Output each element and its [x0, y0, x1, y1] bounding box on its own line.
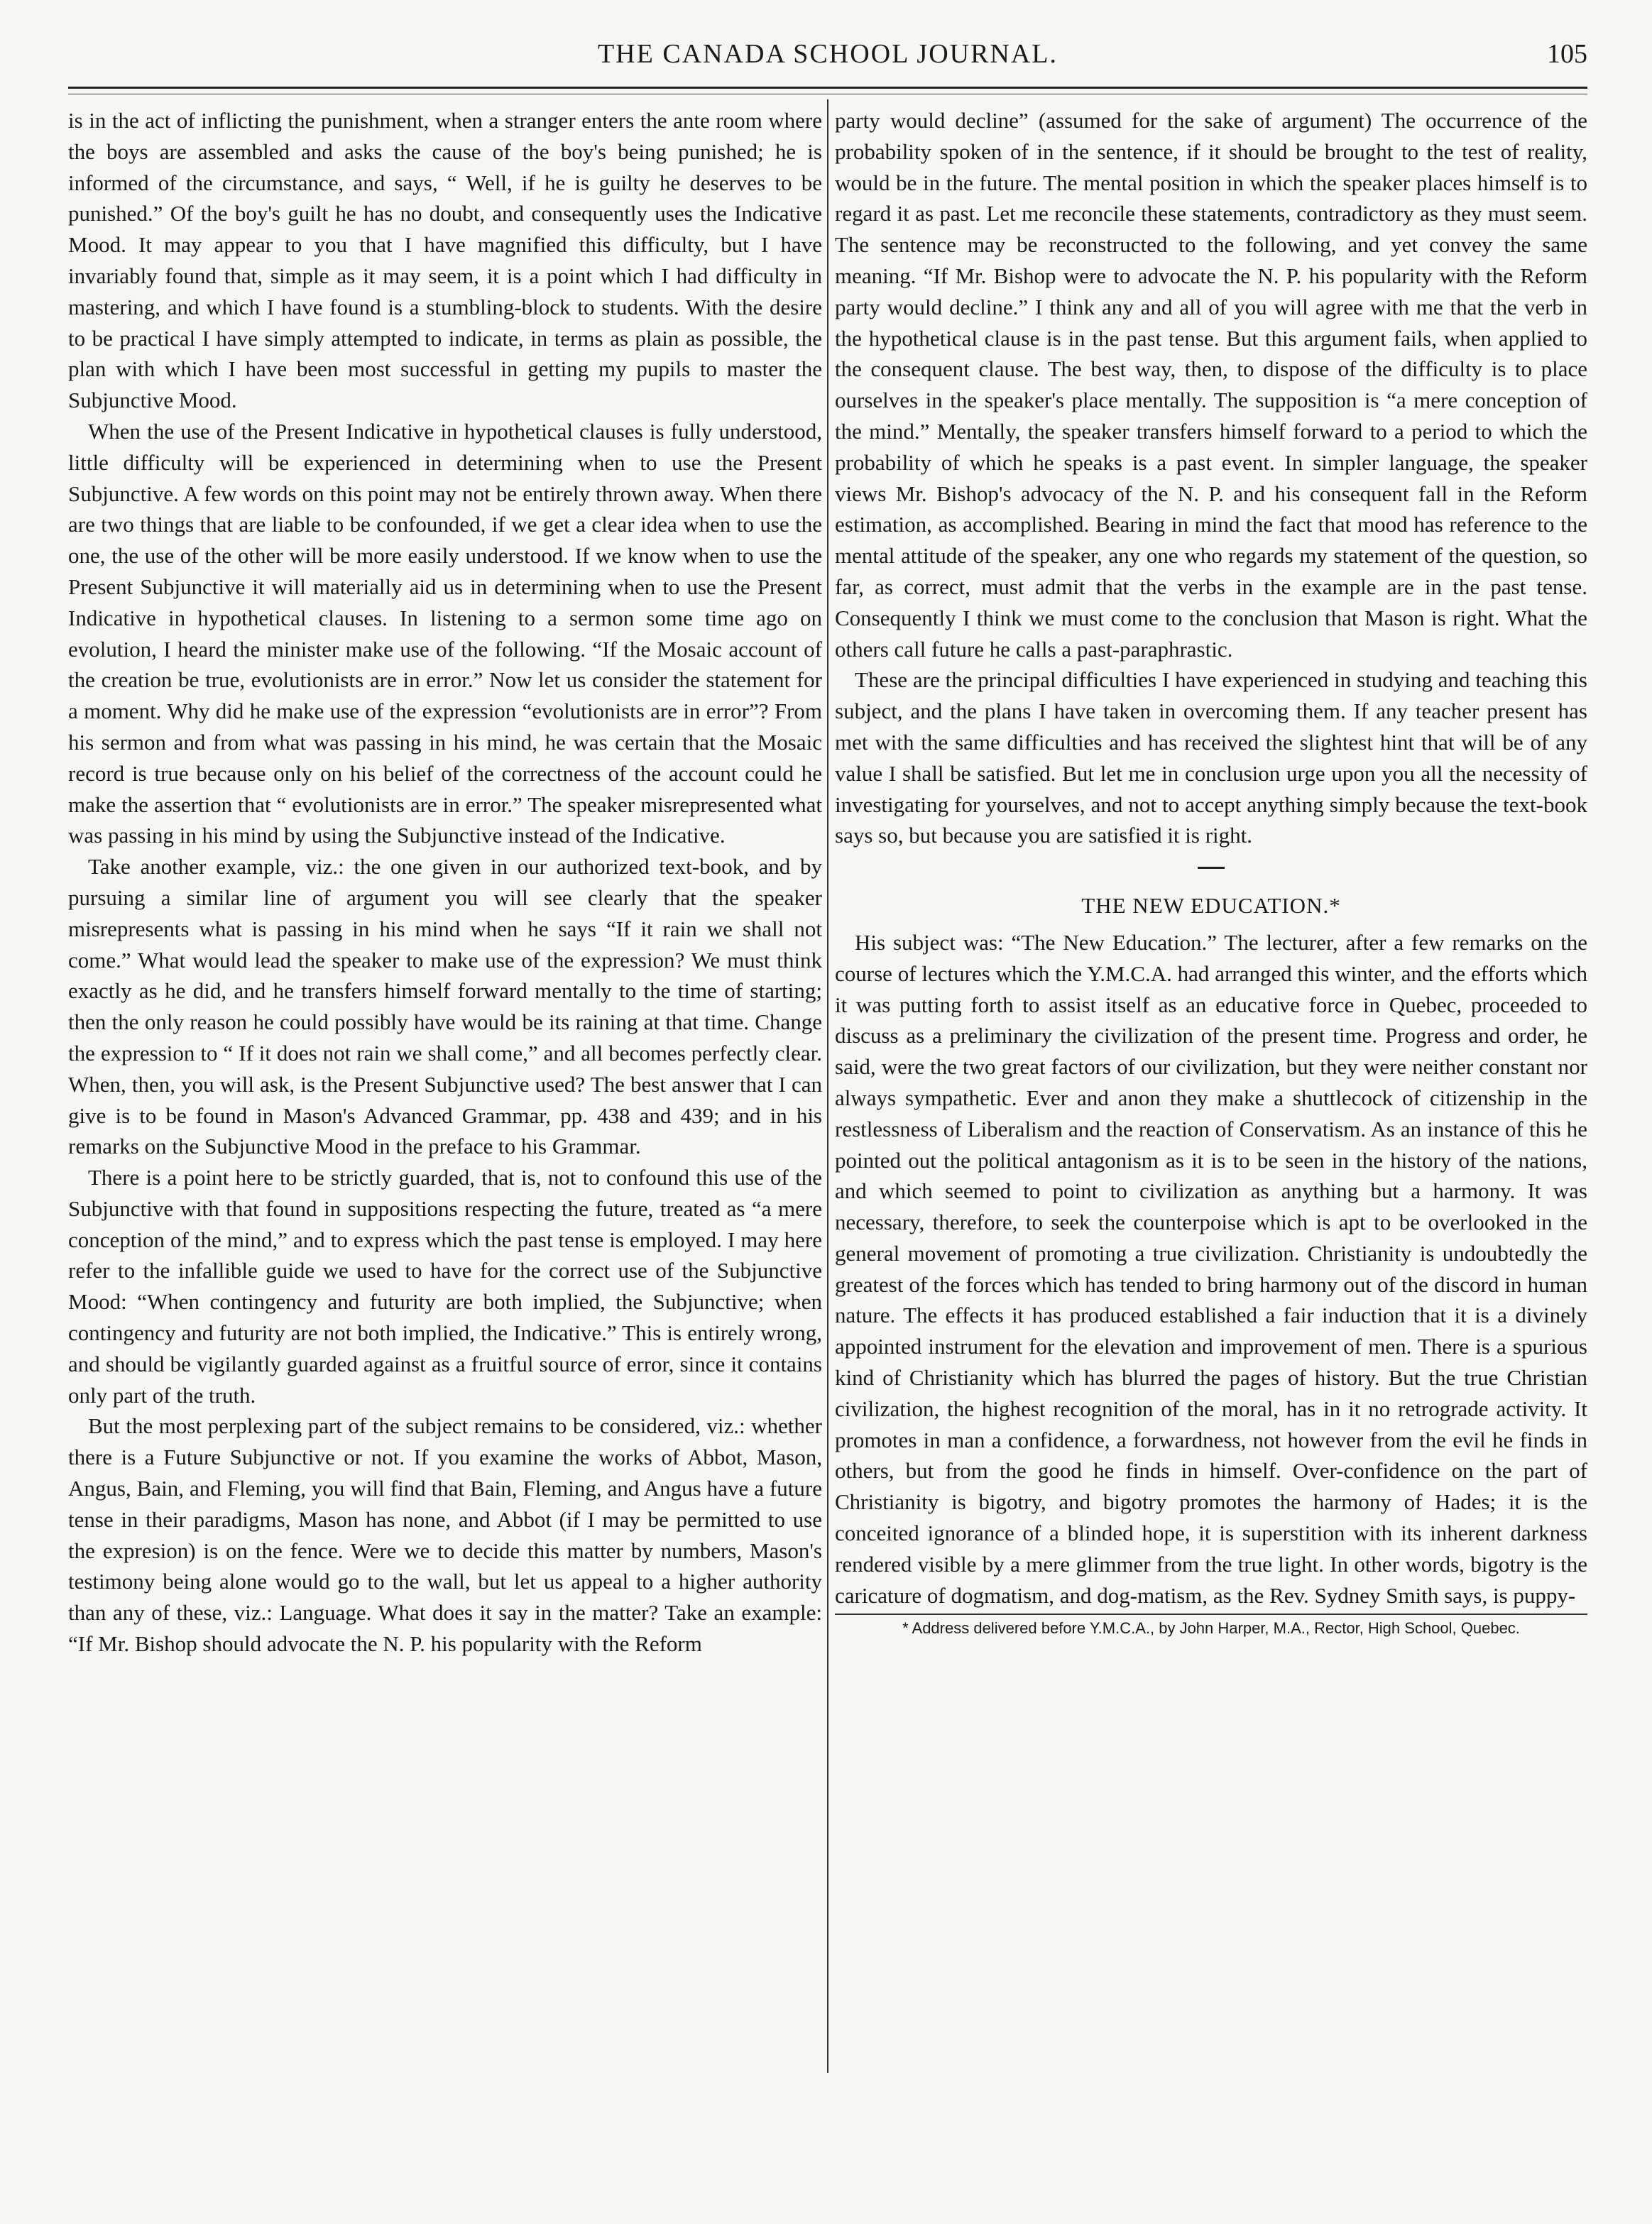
footnote-rule — [835, 1614, 1587, 1615]
journal-title: THE CANADA SCHOOL JOURNAL. — [597, 39, 1059, 69]
footnote: * Address delivered before Y.M.C.A., by John Harper, M.A., Rector, High School, Quebec. — [902, 1619, 1520, 1638]
section-divider — [1198, 867, 1225, 869]
left-paragraph-2: When the use of the Present Indicative in hypothetical clauses is fully understood, little difficulty will be experienced in determining when to use the Present Subjunctive. A few words on this point may not be entirely thrown away. When there are two things that are liable to be confounded, if we get a clear idea when to use the one, the use of the other will be more easily understood. If we know when to use the Present Subjunctive it will materially aid us in determining when to use the Present Indicative in hypothetical clauses. In listening to a sermon some time ago on evolution, I heard the minister make use of the following. “If the Mosaic account of the creation be true, evolutionists are in error.” Now let us consider the statement for a moment. Why did he make use of the expression “evolutionists are in error”? From his sermon and from what was passing in his mind, he was certain that the Mosaic record is true because only on his belief of the correctness of the account could he make the assertion that “ evolutionists are in error.” The speaker misrepresented what was passing in his mind by using the Subjunctive instead of the Indicative. — [68, 418, 822, 848]
left-paragraph-4: There is a point here to be strictly guarded, that is, not to confound this use of the Subjunctive with that found in suppositions respecting the future, treated as “a mere conception of the mind,” and to express which the past tense is employed. I may here refer to the infallible guide we used to have for the correct use of the Subjunctive Mood: “When contingency and futurity are both implied, the Subjunctive; when contingency and futurity are not both implied, the Indicative.” This is entirely wrong, and should be vigilantly guarded against as a fruitful source of error, since it contains only part of the truth. — [68, 1165, 822, 1408]
right-paragraph-1: party would decline” (assumed for the sake of argument) The occurrence of the probability spoken of in the sentence, if it should be brought to the test of reality, would be in the future. The mental position in which the speaker places himself is to regard it as past. Let me reconcile these statements, contradictory as they must seem. The sentence may be reconstructed to the following, and yet convey the same meaning. “If Mr. Bishop were to advocate the N. P. his popularity with the Reform party would decline.” I think any and all of you will agree with me that the verb in the hypothetical clause is in the past tense. But this argument fails, when applied to the consequent clause. The best way, then, to dispose of the difficulty is to place ourselves in the speaker's place mentally. The supposition is “a mere conception of the mind.” Mentally, the speaker transfers himself forward to a period to which the probability of which he speaks is a past event. In simpler language, the speaker views Mr. Bishop's advocacy of the N. P. and his consequent fall in the Reform estimation, as accomplished. Bearing in mind the fact that mood has reference to the mental attitude of the speaker, any one who regards my statement of the question, so far, as correct, must admit that the verbs in the example are in the past tense. Consequently I think we must come to the conclusion that Mason is right. What the others call future he calls a past-paraphrastic. — [835, 108, 1587, 662]
right-column — [835, 105, 1587, 2164]
left-paragraph-3: Take another example, viz.: the one given in our authorized text-book, and by pursuing a similar line of argument you will see clearly that the speaker misrepresents what is passing in his mind when he says “If it rain we shall not come.” What would lead the speaker to make use of the expression? We must think exactly as he did, and he transfers himself forward mentally to the time of starting; then the only reason he could possibly have would be its raining at that time. Change the expression to “ If it does not rain we shall come,” and all becomes perfectly clear. When, then, you will ask, is the Present Subjunctive used? The best answer that I can give is to be found in Mason's Advanced Grammar, pp. 438 and 439; and in his remarks on the Subjunctive Mood in the preface to his Grammar. — [68, 854, 822, 1159]
left-column — [68, 105, 822, 2164]
column-divider — [827, 99, 828, 2073]
right-paragraph-2: These are the principal difficulties I have experienced in studying and teaching this subject, and the plans I have taken in overcoming them. If any teacher present has met with the same difficulties and has received the slightest hint that will be of any value I shall be satisfied. But let me in conclusion urge upon you all the necessity of investigating for yourselves, and not to accept anything simply because the text-book says so, but because you are satisfied it is right. — [835, 667, 1587, 848]
left-paragraph-5: But the most perplexing part of the subject remains to be considered, viz.: whether there is a Future Subjunctive or not. If you examine the works of Abbot, Mason, Angus, Bain, and Fleming, you will find that Bain, Fleming, and Angus have a future tense in their paradigms, Mason has none, and Abbot (if I may be permitted to use the expresion) is on the fence. Were we to decide this matter by numbers, Mason's testimony being alone would go to the wall, but let us appeal to a higher authority than any of these, viz.: Language. What does it say in the matter? Take an example: “If Mr. Bishop should advocate the N. P. his popularity with the Reform — [68, 1413, 822, 1657]
page-header — [68, 38, 1587, 81]
page-number: 105 — [1547, 39, 1587, 69]
header-rule — [68, 87, 1587, 89]
section-paragraph: His subject was: “The New Education.” The lecturer, after a few remarks on the course of lectures which the Y.M.C.A. had arranged this winter, and the efforts which it was putting forth to assist itself as an educative force in Quebec, proceeded to discuss as a preliminary the civilization of the present time. Progress and order, he said, were the two great factors of our civilization, but they were neither constant nor always sympathetic. Ever and anon they make a shuttlecock of citizenship in the restlessness of Liberalism and the reaction of Conservatism. As an instance of this he pointed out the political antagonism as it is to be seen in the history of the nations, and which seemed to point to civilization as anything but a harmony. It was necessary, therefore, to seek the counterpoise which is apt to be overlooked in the general movement of promoting a true civilization. Christianity is undoubtedly the greatest of the forces which has tended to bring harmony out of the discord in human nature. The effects it has produced established a fair induction that it is a divinely appointed instrument for the elevation and improvement of men. There is a spurious kind of Christianity which has blurred the pages of history. But the true Christian civilization, the highest recognition of the moral, has in it no retrograde activity. It promotes in man a confidence, a forwardness, not however from the evil he finds in others, but from the good he finds in himself. Over-confidence on the part of Christianity is bigotry, and bigotry promotes the harmony of Hades; it is the conceited ignorance of a blinded hope, it is superstition with its inherent darkness rendered visible by a mere glimmer from the true light. In other words, bigotry is the caricature of dogmatism, and dog-matism, as the Rev. Sydney Smith says, is puppy- — [835, 929, 1587, 1608]
section-heading: THE NEW EDUCATION.* — [1081, 893, 1341, 919]
left-paragraph-1: is in the act of inflicting the punishment, when a stranger enters the ante room where the boys are assembled and asks the cause of the boy's being punished; he is informed of the circumstance, and says, “ Well, if he is guilty he deserves to be punished.” Of the boy's guilt he has no doubt, and consequently uses the Indicative Mood. It may appear to you that I have magnified this difficulty, but I have invariably found that, simple as it may seem, it is a point which I had difficulty in mastering, and which I have found is a stumbling-block to students. With the desire to be practical I have simply attempted to indicate, in terms as plain as possible, the plan with which I have been most successful in getting my pupils to master the Subjunctive Mood. — [68, 108, 822, 413]
